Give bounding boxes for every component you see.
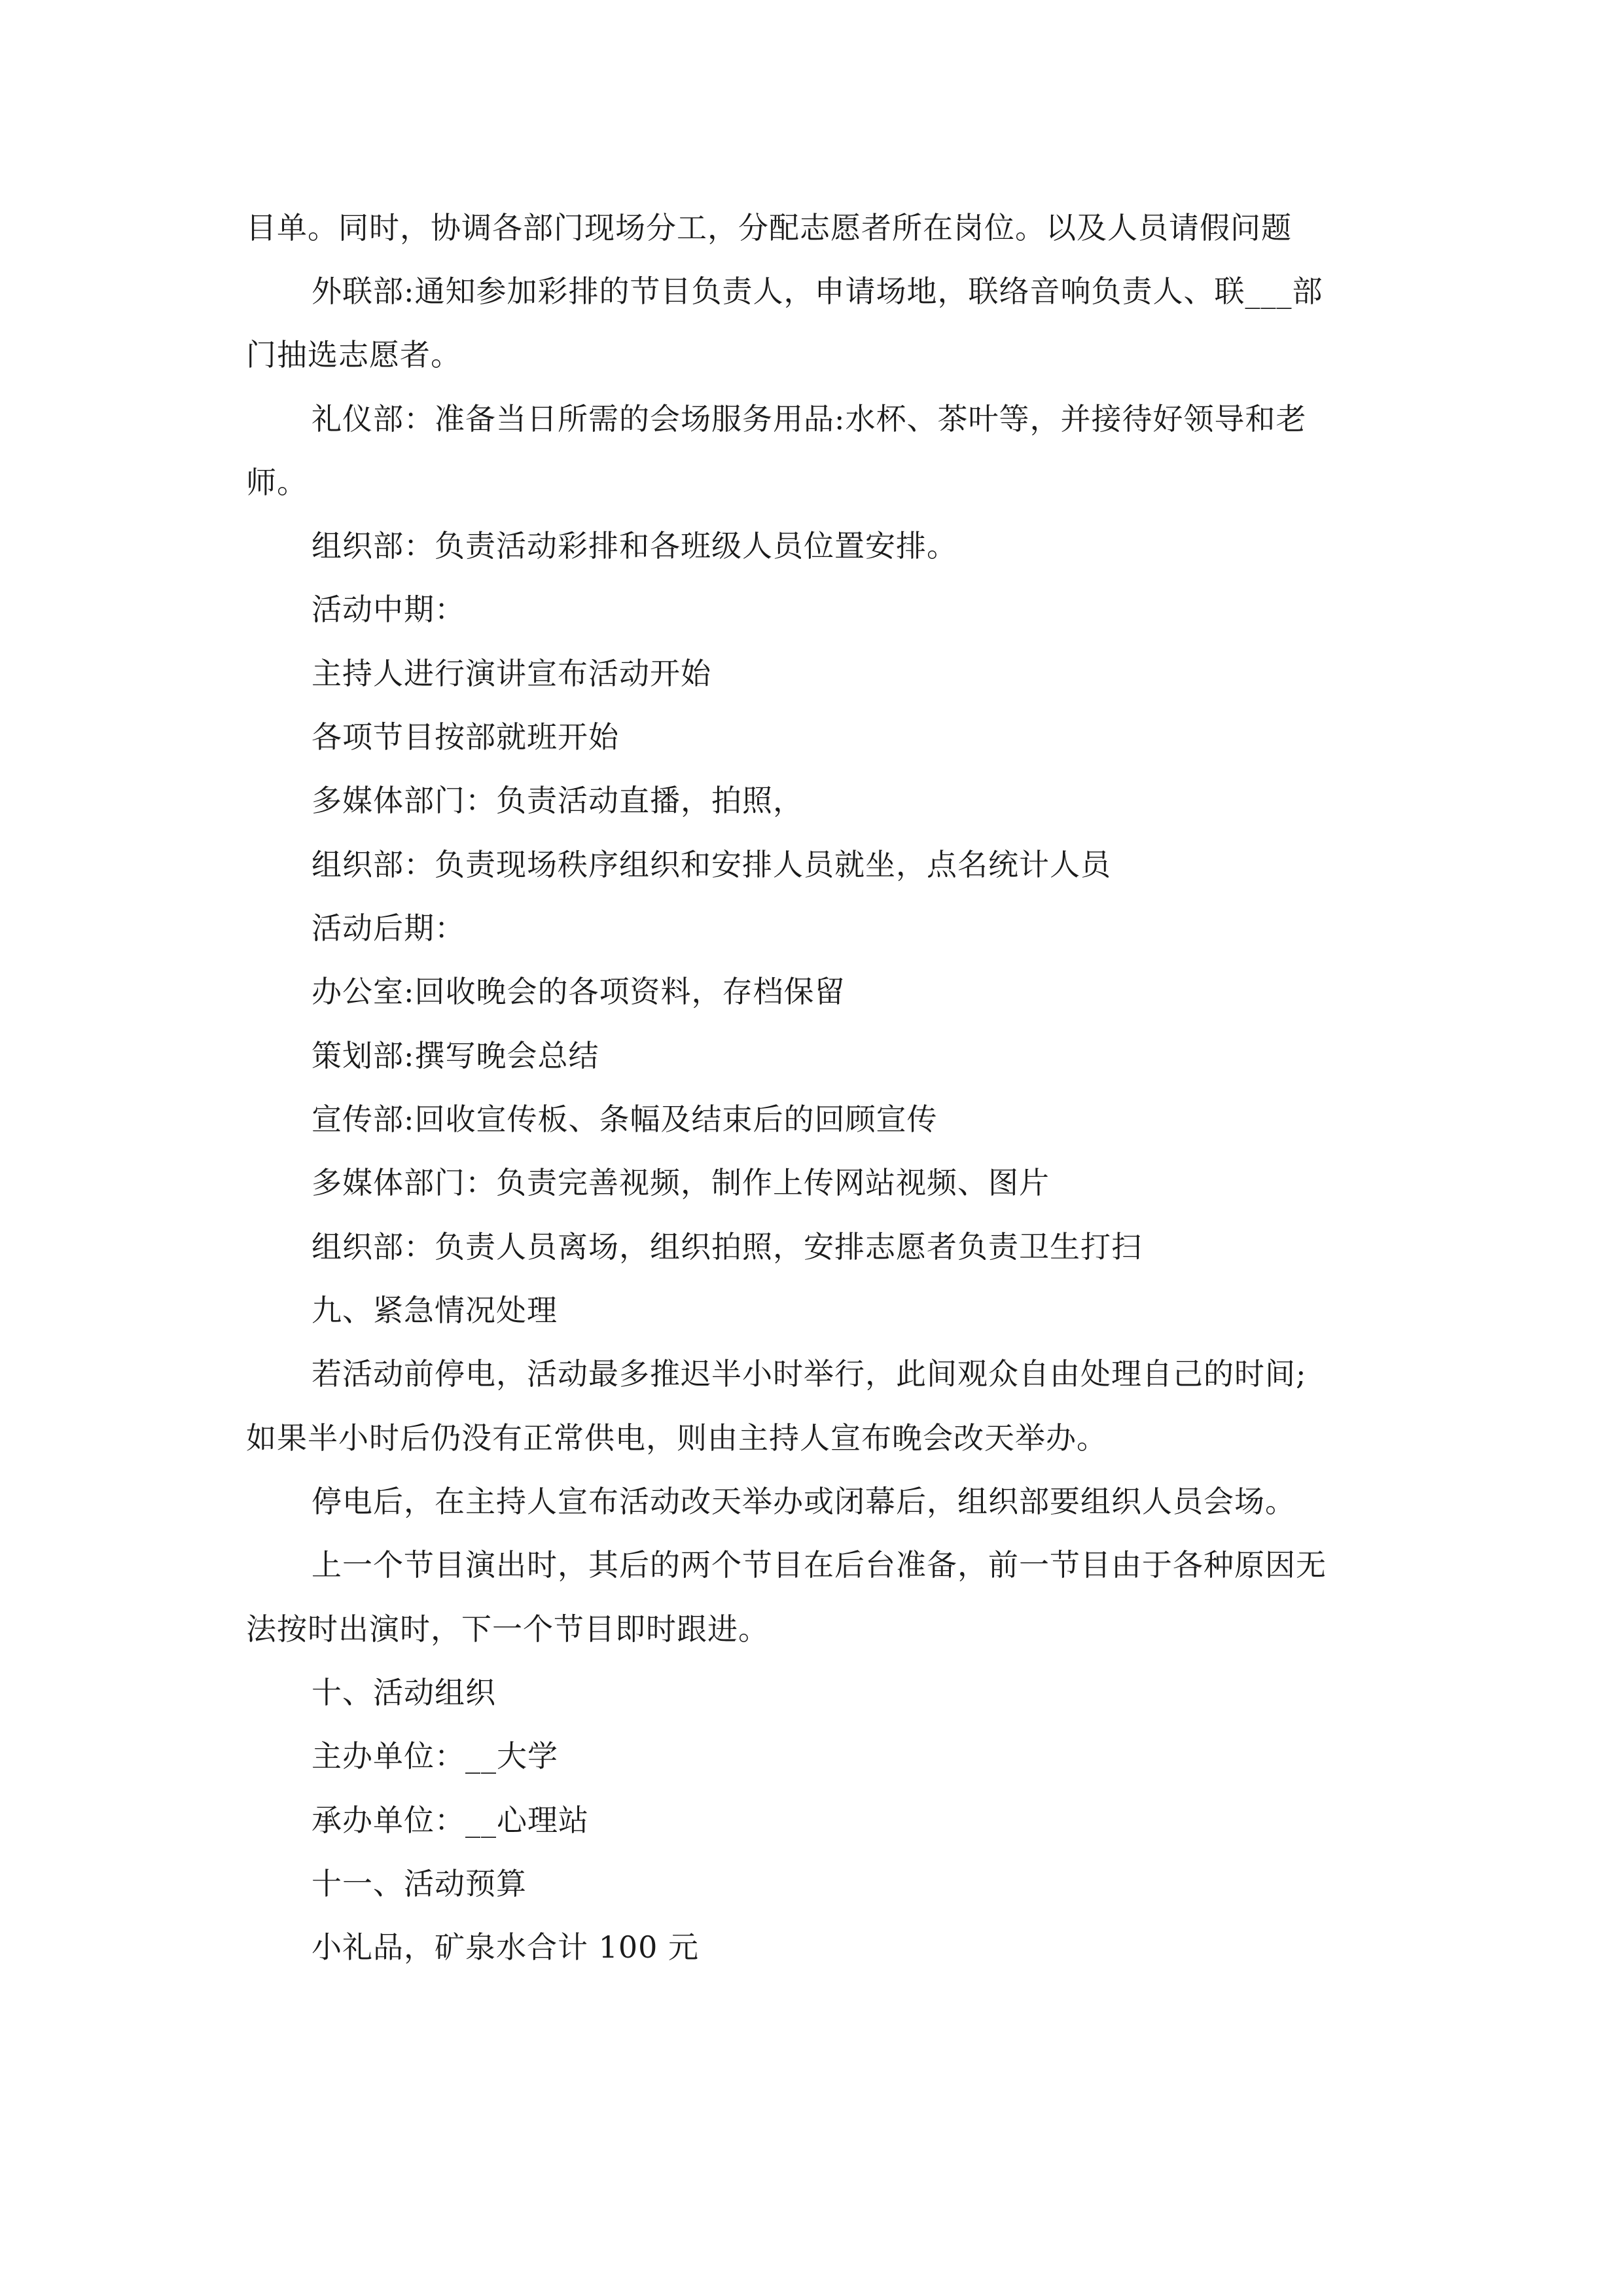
text-line: 门抽选志愿者。: [246, 337, 461, 372]
section-heading: 九、紧急情况处理: [312, 1293, 558, 1328]
text-line: 主持人进行演讲宣布活动开始: [312, 656, 711, 691]
text-line: 组织部：负责活动彩排和各班级人员位置安排。: [312, 528, 957, 564]
text-line: 组织部：负责现场秩序组织和安排人员就坐，点名统计人员: [312, 847, 1111, 882]
text-line: 宣传部:回收宣传板、条幅及结束后的回顾宣传: [312, 1102, 938, 1137]
text-line: 各项节目按部就班开始: [312, 719, 619, 755]
text-line: 承办单位：__心理站: [312, 1803, 589, 1838]
text-line: 活动中期：: [312, 592, 465, 627]
text-line: 小礼品，矿泉水合计 100 元: [312, 1929, 700, 1965]
text-line: 多媒体部门：负责完善视频，制作上传网站视频、图片: [312, 1165, 1050, 1200]
text-line: 上一个节目演出时，其后的两个节目在后台准备，前一节目由于各种原因无: [312, 1547, 1327, 1583]
text-line: 办公室:回收晚会的各项资料，存档保留: [312, 974, 846, 1009]
text-line: 目单。同时，协调各部门现场分工，分配志愿者所在岗位。以及人员请假问题: [246, 210, 1292, 245]
text-line: 外联部:通知参加彩排的节目负责人，申请场地，联络音响负责人、联___部: [312, 274, 1323, 309]
text-line: 多媒体部门：负责活动直播，拍照，: [312, 783, 804, 818]
text-line: 停电后，在主持人宣布活动改天举办或闭幕后，组织部要组织人员会场。: [312, 1484, 1296, 1519]
text-line: 法按时出演时，下一个节目即时跟进。: [246, 1611, 769, 1647]
section-heading: 十、活动组织: [312, 1675, 496, 1710]
text-line: 若活动前停电，活动最多推迟半小时举行，此间观众自由处理自己的时间;: [312, 1356, 1307, 1391]
text-line: 组织部：负责人员离场，组织拍照，安排志愿者负责卫生打扫: [312, 1229, 1142, 1265]
text-line: 师。: [246, 465, 308, 500]
text-line: 礼仪部：准备当日所需的会场服务用品:水杯、茶叶等，并接待好领导和老: [312, 401, 1307, 437]
text-line: 如果半小时后仍没有正常供电，则由主持人宣布晚会改天举办。: [246, 1420, 1107, 1456]
text-line: 主办单位：__大学: [312, 1738, 558, 1774]
text-line: 策划部:撰写晚会总结: [312, 1038, 599, 1073]
text-line: 活动后期：: [312, 910, 465, 946]
section-heading: 十一、活动预算: [312, 1866, 527, 1901]
